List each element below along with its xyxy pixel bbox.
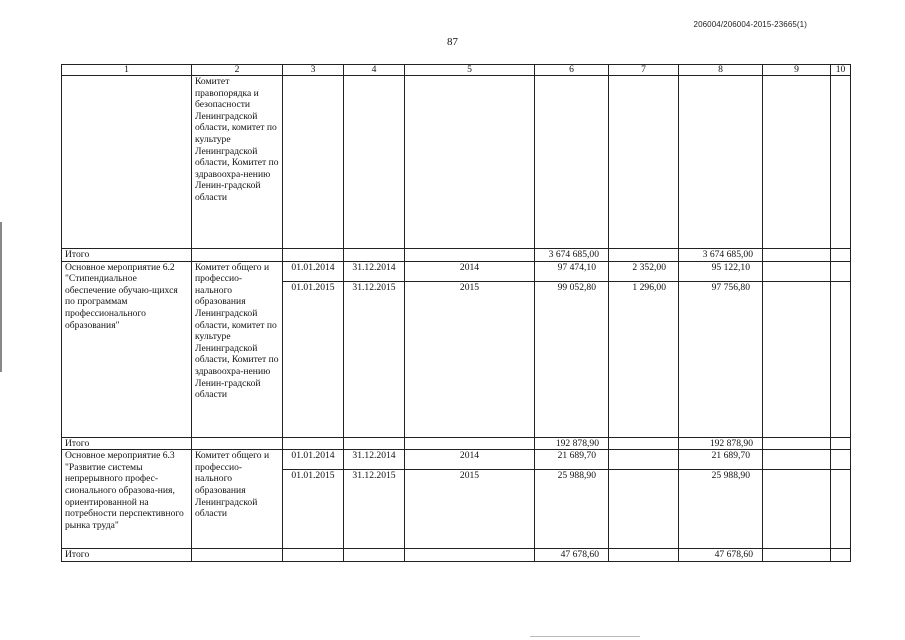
value-col6: 25 988,90 — [535, 469, 608, 482]
total-label: Итого — [62, 249, 192, 262]
col6-cell — [535, 450, 609, 549]
executor-cell: Комитет правопорядка и безопасности Ленинградской области, комитет по культуре Ленинградской области, Комитет по здравоохра-нению Ленин-градской области — [192, 76, 283, 249]
end-date: 31.12.2015 — [344, 469, 404, 482]
year: 2015 — [405, 281, 534, 294]
document-id: 206004/206004-2015-23665(1) — [693, 20, 807, 29]
col-header-10: 10 — [831, 65, 851, 76]
total-col6: 192 878,90 — [535, 437, 609, 450]
value-col7 — [609, 469, 678, 482]
executor-cell: Комитет общего и профессио-нального образования Ленинградской области — [192, 450, 283, 549]
value-col7: 1 296,00 — [609, 281, 678, 294]
start-date: 01.01.2014 — [291, 261, 335, 273]
col-header-5: 5 — [405, 65, 535, 76]
total-row — [62, 249, 851, 262]
start-date: 01.01.2015 — [283, 281, 343, 294]
total-label: Итого — [62, 437, 192, 450]
scan-artifact-line — [530, 636, 640, 637]
total-col8: 47 678,60 — [679, 549, 763, 562]
total-col6: 47 678,60 — [535, 549, 609, 562]
col6-cell — [535, 261, 609, 437]
page-number: 87 — [447, 36, 458, 48]
scan-edge-mark — [0, 222, 2, 372]
col-header-6: 6 — [535, 65, 609, 76]
total-col8: 3 674 685,00 — [679, 249, 763, 262]
value-col7 — [612, 450, 675, 462]
year-cell — [405, 450, 535, 549]
col-header-7: 7 — [609, 65, 679, 76]
end-date: 31.12.2014 — [352, 261, 396, 273]
measure-cell — [62, 76, 192, 249]
end-date: 31.12.2015 — [344, 281, 404, 294]
measure-title: Основное мероприятие 6.2 "Стипендиальное обеспечение обучаю-щихся по программам профессионального образования" — [62, 261, 192, 437]
value-col7: 2 352,00 — [632, 261, 666, 273]
col-header-3: 3 — [283, 65, 344, 76]
measure-title: Основное мероприятие 6.3 "Развитие системы непрерывного профес-сионального образова-ния, ориентированной на потребности перспективного рынка труда" — [62, 450, 192, 549]
total-label: Итого — [62, 549, 192, 562]
start-date: 01.01.2014 — [291, 450, 335, 462]
table-row — [62, 450, 851, 549]
col-header-2: 2 — [192, 65, 283, 76]
col-header-1: 1 — [62, 65, 192, 76]
col-header-4: 4 — [344, 65, 405, 76]
start-date: 01.01.2015 — [283, 469, 343, 482]
col7-cell — [609, 450, 679, 549]
value-col6: 99 052,80 — [535, 281, 608, 294]
year: 2014 — [459, 261, 480, 273]
end-date: 31.12.2014 — [352, 450, 396, 462]
col7-cell — [609, 261, 679, 437]
executor-cell: Комитет общего и профессио-нального образования Ленинградской области, комитет по культуре Ленинградской области, Комитет по здравоохра-нению Ленин-градской области — [192, 261, 283, 437]
total-col6: 3 674 685,00 — [535, 249, 609, 262]
total-row — [62, 549, 851, 562]
col8-cell — [679, 450, 763, 549]
value-col8: 97 756,80 — [679, 281, 762, 294]
start-date-cell — [283, 450, 344, 549]
start-date-cell — [283, 261, 344, 437]
end-date-cell — [344, 450, 405, 549]
program-table — [61, 64, 851, 562]
year: 2014 — [459, 450, 480, 462]
table-row — [62, 261, 851, 437]
col8-cell — [679, 261, 763, 437]
table-row — [62, 76, 851, 249]
value-col6: 21 689,70 — [557, 450, 596, 462]
col-header-8: 8 — [679, 65, 763, 76]
total-row — [62, 437, 851, 450]
value-col6: 97 474,10 — [557, 261, 596, 273]
total-col8: 192 878,90 — [679, 437, 763, 450]
col-header-9: 9 — [763, 65, 831, 76]
year-cell — [405, 261, 535, 437]
year: 2015 — [405, 469, 534, 482]
column-number-row — [62, 65, 851, 76]
value-col8: 95 122,10 — [711, 261, 750, 273]
end-date-cell — [344, 261, 405, 437]
value-col8: 25 988,90 — [679, 469, 762, 482]
value-col8: 21 689,70 — [711, 450, 750, 462]
